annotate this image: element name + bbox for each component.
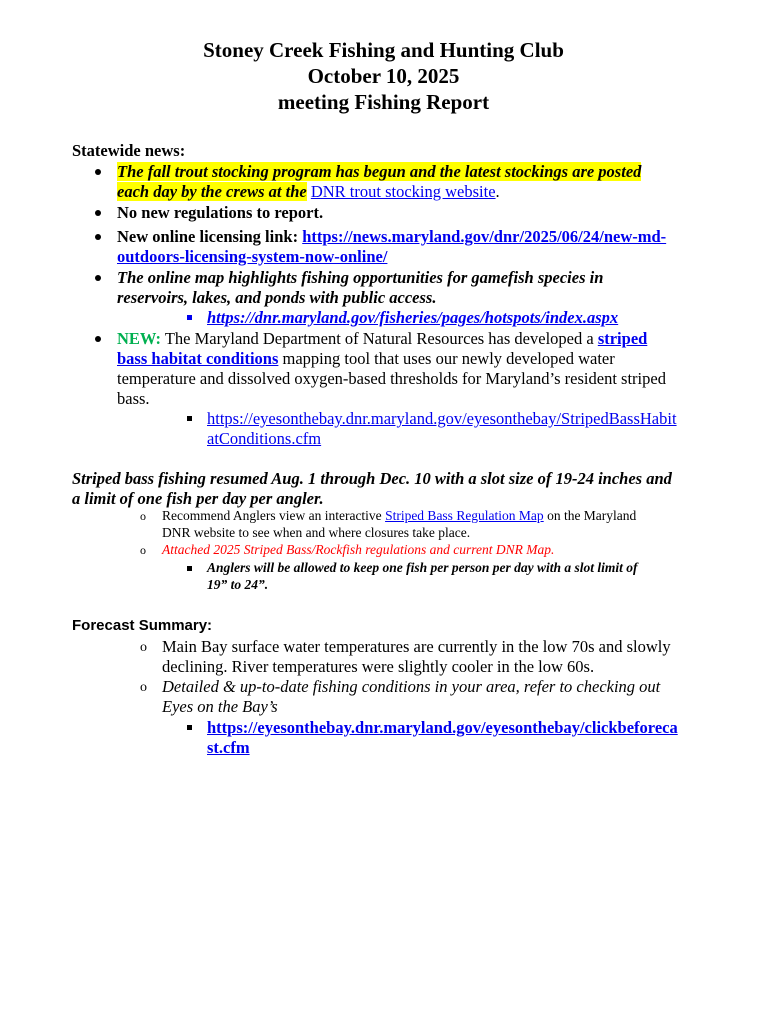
- click-before-forecast-link-continued[interactable]: st.cfm: [207, 738, 250, 757]
- licensing-link[interactable]: https://news.maryland.gov/dnr/2025/06/24/new-md-: [302, 227, 667, 246]
- new-badge: NEW:: [117, 329, 162, 348]
- statewide-heading: Statewide news:: [72, 141, 186, 160]
- forecast-conditions-1: Detailed & up-to-date fishing conditions in your area, refer to checking out: [162, 677, 661, 696]
- trout-stocking-news: [117, 162, 641, 182]
- habitat-text-4: bass.: [117, 389, 150, 408]
- licensing-label: New online licensing link:: [117, 227, 299, 246]
- striped-bass-heading-2: a limit of one fish per day per angler.: [72, 489, 324, 508]
- forecast-temps-1: Main Bay surface water temperatures are currently in the low 70s and slowly: [162, 637, 671, 656]
- regulation-map-prefix: Recommend Anglers view an interactive: [162, 508, 382, 523]
- circle-bullet-icon: o: [140, 640, 147, 655]
- habitat-text-1: The Maryland Department of Natural Resources has developed a: [164, 329, 594, 348]
- striped-bass-habitat-link[interactable]: striped: [597, 329, 648, 348]
- click-before-forecast-link[interactable]: https://eyesonthebay.dnr.maryland.gov/eyesonthebay/clickbeforeca: [207, 718, 678, 737]
- forecast-temps-2: declining. River temperatures were slightly cooler in the low 60s.: [162, 657, 595, 676]
- striped-bass-regulation-map-link[interactable]: Striped Bass Regulation Map: [385, 508, 544, 523]
- square-bullet-icon: [187, 566, 192, 571]
- habitat-conditions-link[interactable]: https://eyesonthebay.dnr.maryland.gov/eyesonthebay/StripedBassHabit: [207, 409, 677, 428]
- slot-limit-text-2: 19” to 24”.: [207, 577, 269, 592]
- regulation-map-line2: DNR website to see when and where closures take place.: [162, 525, 471, 540]
- hotspots-link[interactable]: https://dnr.maryland.gov/fisheries/pages/hotspots/index.aspx: [207, 308, 619, 327]
- striped-bass-habitat-link-continued[interactable]: bass habitat conditions: [117, 349, 279, 368]
- online-map-text-2: reservoirs, lakes, and ponds with public access.: [117, 288, 437, 307]
- circle-bullet-icon: o: [140, 509, 146, 523]
- bullet-icon: [95, 336, 101, 342]
- trout-stocking-news-line2: [117, 182, 500, 202]
- slot-limit-text-1: Anglers will be allowed to keep one fish per person per day with a slot limit of: [207, 560, 638, 575]
- report-title: meeting Fishing Report: [277, 90, 490, 114]
- habitat-text-2: mapping tool that uses our newly developed water: [282, 349, 615, 368]
- online-map-text-1: The online map highlights fishing opportunities for gamefish species in: [117, 268, 604, 287]
- licensing-link-item: [117, 227, 666, 247]
- habitat-conditions-link-continued[interactable]: atConditions.cfm: [207, 429, 322, 448]
- attached-regulations-note: Attached 2025 Striped Bass/Rockfish regulations and current DNR Map.: [162, 542, 555, 557]
- trout-stocking-text-1: The fall trout stocking program has begun and the latest stockings are posted: [117, 162, 642, 181]
- trout-stocking-text-2: each day by the crews at the: [117, 182, 307, 201]
- forecast-heading: Forecast Summary:: [72, 617, 213, 634]
- regulation-map-item: [162, 508, 636, 524]
- circle-bullet-icon: o: [140, 543, 146, 557]
- square-bullet-icon: [187, 725, 192, 730]
- square-bullet-icon: [187, 315, 192, 320]
- striped-bass-habitat-item: [117, 329, 647, 349]
- habitat-text-3: temperature and dissolved oxygen-based thresholds for Maryland’s resident striped: [117, 369, 666, 388]
- bullet-icon: [95, 275, 101, 281]
- club-name: Stoney Creek Fishing and Hunting Club: [203, 38, 564, 62]
- licensing-link-continued[interactable]: outdoors-licensing-system-now-online/: [117, 247, 388, 266]
- bullet-icon: [95, 169, 101, 175]
- no-new-regulations: No new regulations to report.: [117, 203, 324, 222]
- bullet-icon: [95, 234, 101, 240]
- circle-bullet-icon: o: [140, 680, 147, 695]
- bullet-icon: [95, 210, 101, 216]
- meeting-date: October 10, 2025: [307, 64, 460, 88]
- report-header: [0, 37, 767, 115]
- striped-bass-heading-1: Striped bass fishing resumed Aug. 1 through Dec. 10 with a slot size of 19-24 inches and: [72, 469, 672, 488]
- square-bullet-icon: [187, 416, 192, 421]
- dnr-trout-stocking-link[interactable]: DNR trout stocking website: [310, 182, 496, 201]
- period-text: .: [495, 182, 500, 201]
- forecast-conditions-2: Eyes on the Bay’s: [162, 697, 278, 716]
- regulation-map-suffix: on the Maryland: [547, 508, 637, 523]
